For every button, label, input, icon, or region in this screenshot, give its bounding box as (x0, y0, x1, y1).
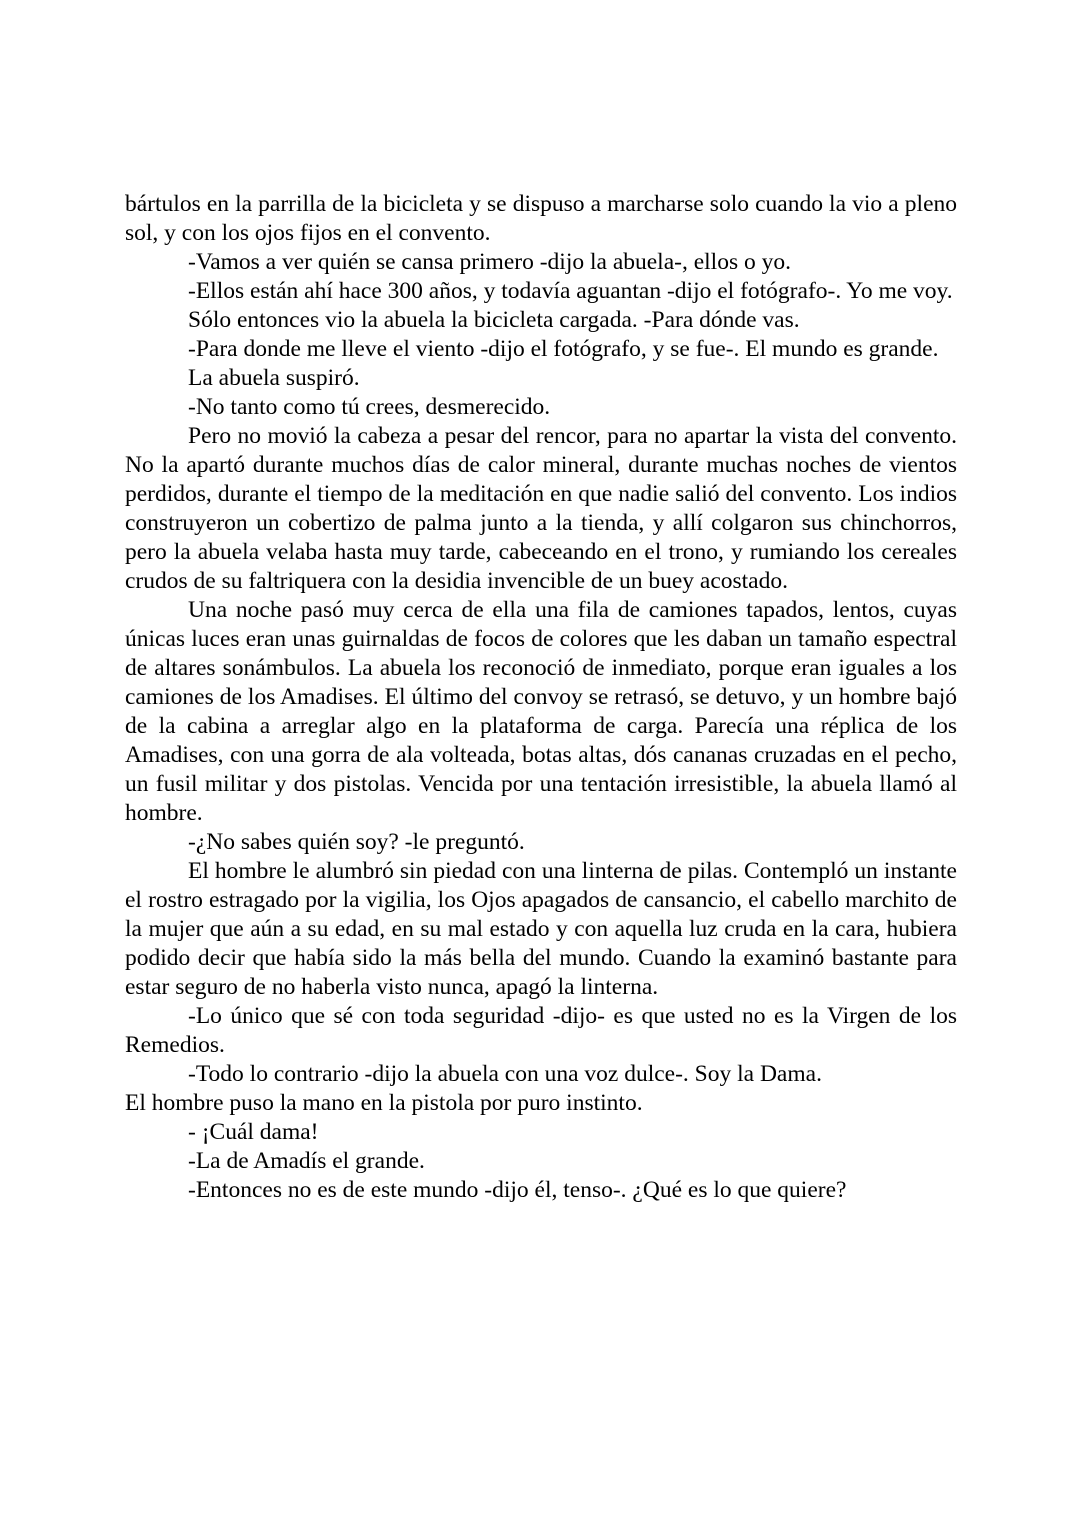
paragraph: La abuela suspiró. (188, 365, 360, 391)
paragraph: -Lo único que sé con toda seguridad -dijo- es que usted no es la Virgen de los Remedios. (125, 1003, 957, 1058)
paragraph: -Para donde me lleve el viento -dijo el fotógrafo, y se fue-. El mundo es grande. (188, 336, 939, 362)
paragraph: -Ellos están ahí hace 300 años, y todavía aguantan -dijo el fotógrafo-. Yo me voy. (188, 278, 953, 304)
paragraph: bártulos en la parrilla de la bicicleta y se dispuso a marcharse solo cuando la vio a pleno sol, y con los ojos fijos en el convento. (125, 191, 957, 246)
paragraph: - ¡Cuál dama! (188, 1119, 319, 1145)
paragraph: -Vamos a ver quién se cansa primero -dijo la abuela-, ellos o yo. (188, 249, 791, 275)
paragraph: -No tanto como tú crees, desmerecido. (188, 394, 551, 420)
paragraph: El hombre puso la mano en la pistola por puro instinto. (125, 1090, 643, 1116)
paragraph: Pero no movió la cabeza a pesar del rencor, para no apartar la vista del convento. No la apartó durante muchos días de calor mineral, durante muchas noches de vientos perdidos, durante el tiempo de la meditación en que nadie salió del convento. Los indios construyeron un cobertizo de palma junto a la tienda, y allí colgaron sus chinchorros, pero la abuela velaba hasta muy tarde, cabeceando en el trono, y rumiando los cereales crudos de su faltriquera con la desidia invencible de un buey acostado. (125, 423, 957, 594)
paragraph: Una noche pasó muy cerca de ella una fila de camiones tapados, lentos, cuyas únicas luces eran unas guirnaldas de focos de colores que les daban un tamaño espectral de altares sonámbulos. La abuela los reconoció de inmediato, porque eran iguales a los camiones de los Amadises. El último del convoy se retrasó, se detuvo, y un hombre bajó de la cabina a arreglar algo en la plataforma de carga. Parecía una réplica de los Amadises, con una gorra de ala volteada, botas altas, dós cananas cruzadas en el pecho, un fusil militar y dos pistolas. Vencida por una tentación irresistible, la abuela llamó al hombre. (125, 597, 957, 826)
paragraph: -Entonces no es de este mundo -dijo él, tenso-. ¿Qué es lo que quiere? (188, 1177, 847, 1203)
paragraph: -¿No sabes quién soy? -le preguntó. (188, 829, 525, 855)
document-page (125, 190, 957, 1205)
paragraph: El hombre le alumbró sin piedad con una linterna de pilas. Contempló un instante el rostro estragado por la vigilia, los Ojos apagados de cansancio, el cabello marchito de la mujer que aún a su edad, en su mal estado y con aquella luz cruda en la cara, hubiera podido decir que había sido la más bella del mundo. Cuando la examinó bastante para estar seguro de no haberla visto nunca, apagó la linterna. (125, 858, 957, 1000)
paragraph: Sólo entonces vio la abuela la bicicleta cargada. -Para dónde vas. (188, 307, 800, 333)
paragraph: -Todo lo contrario -dijo la abuela con una voz dulce-. Soy la Dama. (188, 1061, 822, 1087)
paragraph: -La de Amadís el grande. (188, 1148, 425, 1174)
